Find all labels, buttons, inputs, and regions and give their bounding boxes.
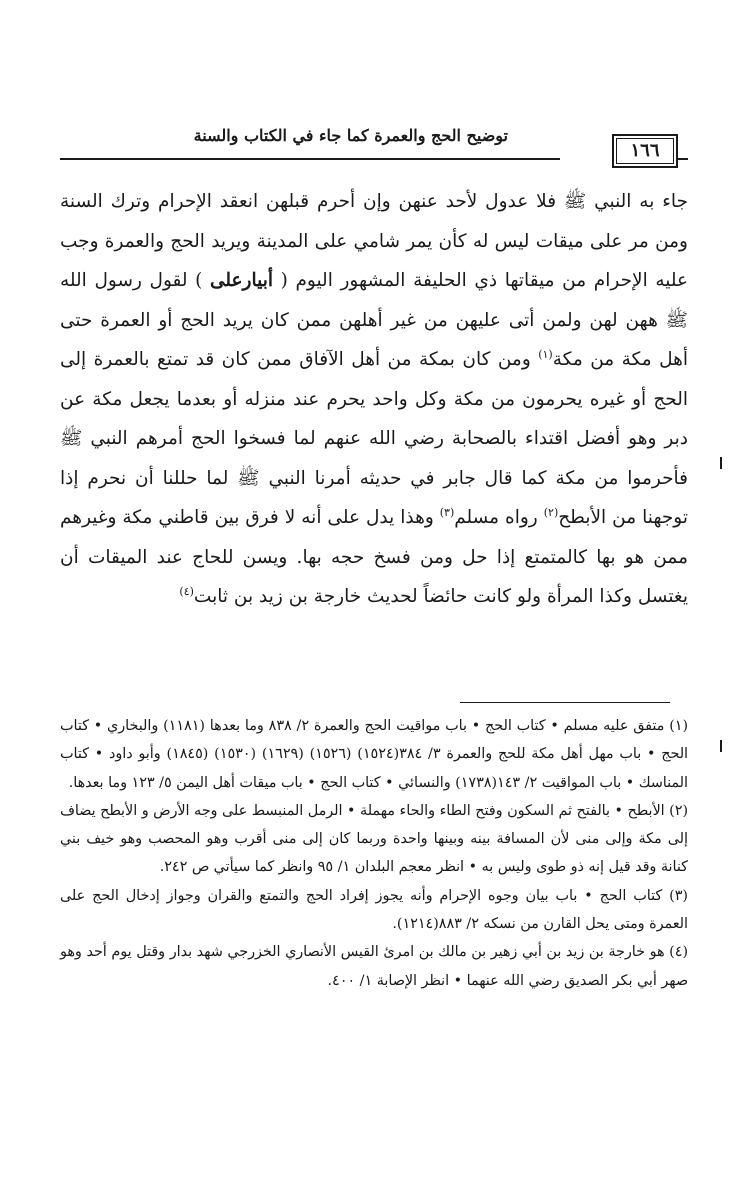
footnote-marker: (١) <box>669 718 689 734</box>
footnote-1 <box>60 712 688 797</box>
footnote-3 <box>60 882 688 939</box>
footnote-marker: (٢) <box>669 802 689 819</box>
main-text <box>60 182 688 617</box>
footnote-text: متفق عليه مسلم • كتاب الحج • باب مواقيت الحج والعمرة ٢/ ٨٣٨ وما بعدها (١١٨١) والبخاري • كتاب الحج • باب مهل أهل مكة للحج والعمرة ٣/ ٣٨٤(١٥٢٤) (١٥٢٦) (١٦٢٩) (١٥٣٠) (١٨٤٥) وأبو داود • كتاب المناسك • باب المواقيت ٢/ ١٤٣(١٧٣٨) والنسائي • كتاب الحج • باب ميقات أهل اليمن ٥/ ١٢٣ وما بعدها. <box>60 718 689 791</box>
footnote-4 <box>60 938 688 995</box>
page-header <box>60 128 688 172</box>
text-segment: ) لقول رسول الله ﷺ ههن لهن ولمن أتى عليهن من غير أهلهن ممن كان يريد الحج أو العمرة حتى أهل مكة من مكة <box>60 270 688 370</box>
footnote-text: الأبطح • بالفتح ثم السكون وفتح الطاء والحاء مهملة • الرمل المنبسط على وجه الأرض و الأبطح يضاف إلى مكة وإلى منى لأن المسافة بينه وبينها واحدة وربما كان إلى منى أقرب وهو المحصب وهو خيف بني كنانة وقد قيل إنه ذو طوى وليس به • انظر معجم البلدان ١/ ٩٥ وانظر كما سيأتي ص ٢٤٢. <box>60 802 688 876</box>
footnote-ref-3[interactable]: (٣) <box>439 505 455 519</box>
page-number: ١٦٦ <box>612 134 678 168</box>
running-title: توضيح الحج والعمرة كما جاء في الكتاب والسنة <box>193 126 508 145</box>
text-segment: وهذا يدل على أنه لا فرق بين قاطني مكة وغيرهم ممن هو بها كالمتمتع إذا حل ومن فسخ حجه بها. ويسن للحاج عند الميقات أن يغتسل وكذا المرأة ولو كانت حائضاً لحديث خارجة بن زيد بن ثابت <box>60 507 688 607</box>
scan-edge-mark <box>720 457 722 469</box>
text-segment: ومن كان بمكة من أهل الآفاق ممن كان قد تمتع بالعمرة إلى الحج أو غيره يحرمون من مكة وكل واحد يحرم عند منزله أو بعدما يجعل مكة عن دبر وهو أفضل اقتداء بالصحابة رضي الله عنهم لما فسخوا الحج أمرهم النبي ﷺ فأحرموا من مكة كما قال جابر في حديثه أمرنا النبي ﷺ لما حللنا أن نحرم إذا توجهنا من الأبطح <box>60 349 688 528</box>
footnote-text: هو خارجة بن زيد بن أبي زهير بن مالك بن امرئ القيس الأنصاري الخزرجي شهد بدار وقتل يوم أحد وهو صهر أبي بكر الصديق رضي الله عنهما • انظر الإصابة ١/ ٤٠٠. <box>60 944 688 989</box>
footnote-marker: (٣) <box>669 887 688 904</box>
place-name-bold: أبيارعلى <box>209 270 273 291</box>
footnotes <box>60 712 688 995</box>
text-segment: جاء به النبي ﷺ فلا عدول لأحد عنهن وإن أحرم قبلهن انعقد الإحرام وترك السنة ومن مر على ميقات ليس له كأن يمر شامي على المدينة ويريد الحج والعمرة وجب عليه الإحرام من ميقاتها ذي الحليفة المشهور اليوم ( <box>60 191 688 291</box>
footnote-ref-2[interactable]: (٢) <box>543 505 559 519</box>
header-rule-left <box>60 158 560 160</box>
footnote-text: كتاب الحج • باب بيان وجوه الإحرام وأنه يجوز إفراد الحج والتمتع والقران وجواز إدخال الحج على العمرة ومتى يحل القارن من نسكه ٢/ ٨٨٣(١٢١٤). <box>60 887 688 933</box>
scan-edge-mark <box>720 740 722 752</box>
text-segment: رواه مسلم <box>454 507 544 528</box>
footnote-marker: (٤) <box>669 944 689 961</box>
footnote-2 <box>60 797 688 882</box>
footnote-ref-1[interactable]: (١) <box>538 347 553 361</box>
footnote-ref-4[interactable]: (٤) <box>179 584 194 598</box>
main-paragraph <box>60 182 688 617</box>
footnote-separator <box>460 702 670 703</box>
